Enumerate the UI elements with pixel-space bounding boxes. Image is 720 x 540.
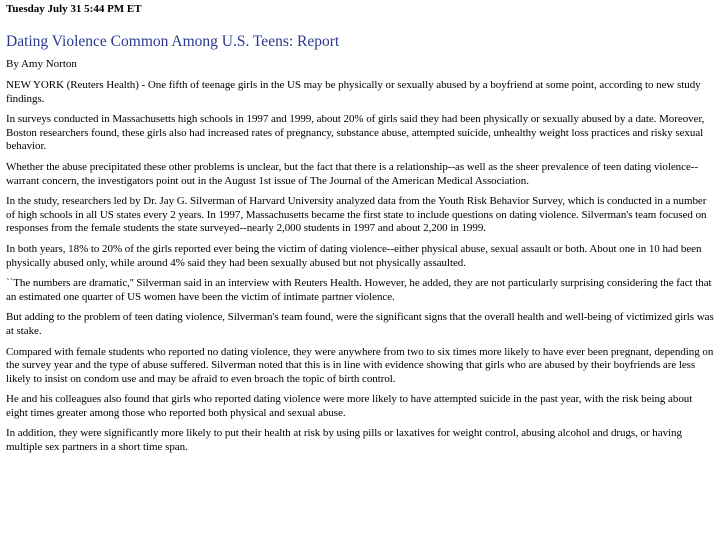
paragraph: In surveys conducted in Massachusetts high schools in 1997 and 1999, about 20% of girls said they had been physically or sexually abused by a date. Moreover, Boston researchers found, these girls also had increased rates of pregnancy, substance abuse, attempted suicide, unhealthy weight loss practices and risky sexual behavior. [6,113,705,153]
paragraph: Whether the abuse precipitated these other problems is unclear, but the fact that there is a relationship--as well as the sheer prevalence of teen dating violence--warrant concern, the investigators point out in the August 1st issue of The Journal of the American Medical Association. [6,160,699,187]
paragraph: He and his colleagues also found that girls who reported dating violence were more likely to have attempted suicide in the past year, with the risk being about eight times greater among those who reported both physical and sexual abuse. [6,393,693,419]
paragraph: NEW YORK (Reuters Health) - One fifth of teenage girls in the US may be physically or sexually abused by a boyfriend at some point, according to new study findings. [6,79,701,105]
paragraph: But adding to the problem of teen dating violence, Silverman's team found, were the significant signs that the overall health and well-being of victimized girls was at stake. [6,311,714,337]
article-body [6,79,714,455]
paragraph: In addition, they were significantly more likely to put their health at risk by using pills or laxatives for weight control, abusing alcohol and drugs, or having multiple sex partners in a short time span. [6,427,682,454]
paragraph: In both years, 18% to 20% of the girls reported ever being the victim of dating violence--either physical abuse, sexual assault or both. About one in 10 had been physically abused only, while around 4% said they had been sexually abused but not physically assaulted. [6,242,702,269]
dateline: Tuesday July 31 5:44 PM ET [6,3,142,15]
paragraph: In the study, researchers led by Dr. Jay G. Silverman of Harvard University analyzed data from the Youth Risk Behavior Survey, which is conducted in a number of high schools in all US states every 2 years. In 1997, Massachusetts became the first state to include questions on dating violence. Silverman's team focused on responses from the female students the state surveyed--nearly 2,000 students in 1997 and about 2,200 in 1999. [6,195,707,235]
byline: By Amy Norton [6,58,77,70]
paragraph: Compared with female students who reported no dating violence, they were anywhere from two to six times more likely to have ever been pregnant, depending on the survey year and the type of abuse suffered. Silverman noted that this is in line with evidence showing that girls who are abused by their boyfriends are less likely to insist on condom use and may be afraid to even broach the topic of birth control. [6,345,714,385]
paragraph: ``The numbers are dramatic,'' Silverman said in an interview with Reuters Health. However, he added, they are not particularly surprising considering the fact that an estimated one quarter of US women have been the victim of intimate partner violence. [6,277,712,303]
headline: Dating Violence Common Among U.S. Teens: Report [6,33,340,50]
